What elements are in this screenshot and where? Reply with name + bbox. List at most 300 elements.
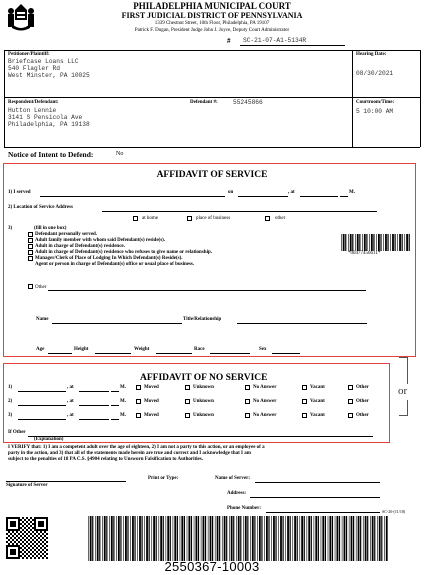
barcode-bar [406,234,408,251]
qr-module [34,549,36,551]
service-option-checkbox[interactable] [28,250,33,255]
barcode-bar [174,516,176,561]
courtroom-label: Courtroom/Time: [356,100,395,105]
qr-module [36,547,38,549]
qr-module [32,555,34,557]
barcode-bar [173,516,174,561]
service-option-checkbox[interactable] [28,238,33,243]
barcode-bar [353,516,354,561]
case-barcode [88,516,388,561]
qr-module [42,553,44,555]
item-3-label: 3) [8,226,13,231]
print-or-type-label: Print or Type: [148,476,179,481]
defendant-number-label: Defendant #: [190,100,218,105]
qr-module [16,531,18,533]
weight-label: Weight [134,347,150,352]
address-field[interactable] [250,497,380,498]
barcode-bar [92,516,93,561]
signature-field[interactable] [6,481,126,482]
verify-line-2: party in the action, and 3) that all of the statements made herein are true and correct and I acknowledge that I am [8,451,251,456]
barcode-bar [373,234,374,251]
barcode-bar [307,516,308,561]
qr-module [22,529,24,531]
barcode-bar [188,516,190,561]
qr-module [24,543,26,545]
barcode-bar [385,234,387,251]
qr-module [32,519,34,521]
qr-module [10,541,12,543]
race-label: Race [194,347,205,352]
barcode-bar [180,516,181,561]
barcode-bar [376,234,377,251]
place-of-business-checkbox[interactable] [187,216,192,221]
courtroom-time: 5 10:00 AM [356,108,394,115]
qr-module [28,539,30,541]
no-service-date-field[interactable] [18,391,66,392]
qr-module [38,537,40,539]
qr-module [8,539,10,541]
qr-module [40,535,42,537]
qr-module [40,555,42,557]
barcode-bar [367,516,368,561]
court-address: 1339 Chestnut Street, 10th Floor, Philadelphia, PA 19107 [154,21,270,26]
no-service-option-checkbox[interactable] [348,399,353,404]
plaintiff-line-1: Briefcase Loans LLC [8,58,79,65]
explanation-label: (Explanation) [34,437,64,442]
barcode-bar [233,516,234,561]
barcode-bar [106,516,107,561]
qr-module [44,555,46,557]
no-service-option-label: Vacant [310,385,325,390]
no-service-ampm-field[interactable] [111,391,119,392]
qr-module [8,535,10,537]
qr-module [30,525,32,527]
qr-module [12,531,14,533]
barcode-bar [315,516,317,561]
no-service-option-label: Unknown [193,399,214,404]
barcode-bar [374,516,375,561]
barcode-bar [95,516,96,561]
qr-module [40,543,42,545]
barcode-bar [236,516,237,561]
qr-module [20,543,22,545]
qr-module [46,533,48,535]
barcode-bar [153,516,155,561]
no-service-option-label: Other [356,399,369,404]
barcode-bar [369,234,370,251]
no-service-option-checkbox[interactable] [302,413,307,418]
barcode-bar [113,516,114,561]
barcode-bar [208,516,209,561]
no-service-option-label: Moved [144,385,159,390]
service-option-label: Agent or person in charge of Defendant(s) office or usual place of business. [35,262,195,267]
barcode-bar [370,516,371,561]
qr-module [6,541,8,543]
barcode-bar [343,234,345,251]
qr-module [20,531,22,533]
barcode-bar [231,516,233,561]
barcode-bar [322,516,324,561]
qr-module [20,555,22,557]
barcode-bar [229,516,230,561]
qr-module [28,551,30,553]
no-service-ampm-field[interactable] [111,419,119,420]
qr-module [36,543,38,545]
qr-module [44,547,46,549]
at-home-checkbox[interactable] [133,216,138,221]
affidavit-of-service-title: AFFIDAVIT OF SERVICE [156,170,268,180]
qr-module [22,537,24,539]
qr-module [34,541,36,543]
qr-module [22,521,24,523]
barcode-bar [127,516,128,561]
qr-module [38,541,40,543]
age-label: Age [36,347,45,352]
barcode-bar [137,516,138,561]
barcode-bar [397,234,398,251]
no-service-m-label: M. [120,385,126,390]
no-service-option-label: Moved [144,413,159,418]
barcode-bar [350,234,352,251]
service-other-checkbox[interactable] [28,284,33,289]
qr-module [28,531,30,533]
barcode-bar [184,516,185,561]
service-option-label: Adult in charge of Defendant(s) residence. [35,244,125,249]
barcode-bar [212,516,213,561]
qr-module [28,527,30,529]
qr-module [28,523,30,525]
affidavit-of-no-service-title: AFFIDAVIT OF NO SERVICE [140,373,268,383]
barcode-bar [144,516,145,561]
no-service-time-field[interactable] [79,405,109,406]
qr-module [40,547,42,549]
title-relationship-label: Title/Relationship [183,317,222,322]
barcode-bar [349,516,350,561]
no-service-option-checkbox[interactable] [302,385,307,390]
court-officials: Patrick F. Dugan, President Judge John J. Joyce, Deputy Court Administrator [134,28,290,33]
no-service-option-checkbox[interactable] [302,399,307,404]
no-service-option-checkbox[interactable] [348,413,353,418]
if-other-field[interactable] [28,436,373,437]
defendant-number: 55245866 [233,99,263,106]
name-of-server-label: Name of Server: [215,476,250,481]
barcode-bar [257,516,258,561]
qr-module [18,533,20,535]
barcode-bar [409,234,410,251]
barcode-bar [139,516,141,561]
barcode-bar [264,516,265,561]
verify-line-3: subject to the penalties of 18 PA C.S. §4904 relating to Unsworn Falsification to Authorities. [8,457,203,462]
no-service-time-field[interactable] [79,419,109,420]
qr-module [30,553,32,555]
no-service-option-checkbox[interactable] [136,413,141,418]
barcode-bar [297,516,298,561]
qr-module [34,533,36,535]
barcode-bar [250,516,251,561]
qr-module [46,537,48,539]
served-ampm-field[interactable] [340,196,348,197]
qr-module [10,533,12,535]
sex-label: Sex [259,347,267,352]
barcode-bar [224,516,226,561]
defendant-line-3: Philadelphia, PA 19138 [8,121,90,128]
height-label: Height [74,347,89,352]
age-field[interactable] [48,353,72,354]
qr-module [26,529,28,531]
qr-module [30,537,32,539]
qr-module [44,539,46,541]
qr-module [14,541,16,543]
qr-module [38,533,40,535]
qr-module [22,545,24,547]
verify-line-1: I VERIFY that: 1) I am a competent adult over the age of eighteen, 2) I am not a party to this action, or an employee of a [8,445,265,450]
qr-module [20,539,22,541]
service-option-checkbox[interactable] [28,232,33,237]
qr-module [36,551,38,553]
phone-number-field[interactable] [266,512,380,513]
qr-module [24,527,26,529]
qr-module [42,533,44,535]
no-service-option-checkbox[interactable] [245,385,250,390]
location-field[interactable] [102,211,377,212]
no-service-date-field[interactable] [18,419,66,420]
barcode-bar [273,516,275,561]
barcode-bar [402,234,403,251]
barcode-bar [245,516,247,561]
no-service-option-checkbox[interactable] [185,399,190,404]
qr-module [20,523,22,525]
defendant-label: Respondent/Defendant: [8,100,59,105]
qr-module [6,537,8,539]
barcode-bar [380,234,381,251]
barcode-bar [181,516,183,561]
service-option-checkbox[interactable] [28,256,33,261]
barcode-bar [383,234,384,251]
service-option-label: Defendant personally served. [35,232,98,237]
barcode-bar [399,234,401,251]
or-bracket [399,357,408,384]
qr-module [42,537,44,539]
no-service-option-label: Moved [144,399,159,404]
served-m-label: M. [349,190,355,195]
qr-module [12,543,14,545]
or-bracket [399,400,408,416]
place-of-business-label: place of business [196,216,231,221]
barcode-bar [363,516,364,561]
form-code: SC-20-(11/18) [382,509,406,514]
no-service-option-checkbox[interactable] [245,413,250,418]
no-service-option-checkbox[interactable] [348,385,353,390]
barcode-bar [325,516,326,561]
barcode-bar [344,516,346,561]
no-service-m-label: M. [120,413,126,418]
qr-module [24,523,26,525]
barcode-bar [238,516,240,561]
qr-module [30,529,32,531]
barcode-bar [194,516,195,561]
barcode-bar [222,516,223,561]
qr-module [22,549,24,551]
barcode-bar [314,516,315,561]
no-service-at-label: , at [67,399,74,404]
qr-module [32,543,34,545]
plaintiff-label: Petitioner/Plaintiff: [8,52,50,57]
qr-module [20,527,22,529]
qr-module [30,545,32,547]
barcode-bar [318,516,319,561]
barcode-bar [125,516,127,561]
barcode-bar [387,234,388,251]
barcode-bar [341,234,342,251]
barcode-bar [292,516,293,561]
qr-module [26,545,28,547]
name-of-server-field[interactable] [255,482,380,483]
no-service-time-field[interactable] [79,391,109,392]
at-home-label: at home [142,216,158,221]
barcode-bar [356,516,357,561]
barcode-bar [287,516,289,561]
barcode-bar [395,234,396,251]
barcode-bar [390,234,391,251]
name-field[interactable] [52,323,182,324]
qr-module [26,549,28,551]
qr-module [20,535,22,537]
qr-module [22,553,24,555]
barcode-bar [355,234,356,251]
barcode-bar [240,516,241,561]
barcode-bar [332,516,333,561]
qr-module [44,535,46,537]
qr-module [36,535,38,537]
no-service-option-checkbox[interactable] [185,385,190,390]
qr-module [46,549,48,551]
no-service-option-checkbox[interactable] [136,385,141,390]
barcode-bar [159,516,160,561]
height-field[interactable] [95,353,131,354]
qr-module [24,519,26,521]
district-name: FIRST JUDICIAL DISTRICT OF PENNSYLVANIA [121,11,303,20]
title-relationship-field[interactable] [237,323,367,324]
barcode-bar [187,516,188,561]
qr-module [16,539,18,541]
qr-module [16,543,18,545]
qr-module [32,535,34,537]
barcode-bar [247,516,248,561]
qr-module [26,553,28,555]
barcode-bar [300,516,301,561]
notice-label: Notice of Intent to Defend: [8,150,94,159]
barcode-bar [203,516,205,561]
barcode-bar [201,516,202,561]
barcode-bar [123,516,124,561]
hearing-date: 08/30/2021 [356,70,394,77]
qr-module [32,531,34,533]
no-service-option-label: Other [356,385,369,390]
barcode-bar [196,516,198,561]
served-time-field[interactable] [300,196,338,197]
sex-field[interactable] [272,353,300,354]
served-date-field[interactable] [238,196,288,197]
no-service-option-checkbox[interactable] [185,413,190,418]
no-service-ampm-field[interactable] [111,405,119,406]
qr-module [26,537,28,539]
barcode-bar [146,516,148,561]
qr-module [30,517,32,519]
barcode-bar [352,234,353,251]
qr-module [16,535,18,537]
no-service-option-checkbox[interactable] [245,399,250,404]
no-service-m-label: M. [120,399,126,404]
qr-module [22,533,24,535]
barcode-bar [304,516,305,561]
qr-module [24,555,26,557]
qr-module [8,531,10,533]
barcode-bar [149,516,150,561]
barcode-bar [90,516,92,561]
qr-module [34,553,36,555]
barcode-bar [358,516,360,561]
qr-module [30,541,32,543]
barcode-bar [268,516,269,561]
other-location-checkbox[interactable] [265,216,270,221]
race-field[interactable] [210,353,250,354]
qr-module [18,537,20,539]
barcode-bar [377,516,378,561]
qr-module [28,547,30,549]
barcode-bar [351,516,353,561]
barcode-bar [328,516,329,561]
barcode-bar [271,516,272,561]
qr-module [32,539,34,541]
served-name-field[interactable] [40,196,225,197]
qr-module [24,539,26,541]
barcode-bar [381,516,382,561]
qr-module [46,541,48,543]
barcode-bar [210,516,212,561]
weight-field[interactable] [156,353,192,354]
qr-module [8,543,10,545]
qr-module [36,555,38,557]
qr-module [40,531,42,533]
barcode-bar [104,516,106,561]
barcode-bar [167,516,169,561]
qr-module [32,551,34,553]
qr-module [28,555,30,557]
service-option-checkbox[interactable] [28,244,33,249]
barcode-bar [290,516,291,561]
plaintiff-line-2: 540 Flagler Rd [8,65,60,72]
barcode-bar [404,234,405,251]
qr-module [40,539,42,541]
no-service-date-field[interactable] [18,405,66,406]
barcode-bar [166,516,167,561]
barcode-bar [335,516,336,561]
barcode-bar [177,516,178,561]
barcode-bar [359,234,360,251]
qr-module [14,537,16,539]
barcode-bar [392,234,394,251]
barcode-bar [364,234,366,251]
qr-module [28,543,30,545]
no-service-option-checkbox[interactable] [136,399,141,404]
service-barcode [341,234,411,251]
qr-module [18,541,20,543]
barcode-bar [215,516,216,561]
service-other-field[interactable] [48,290,366,291]
qr-module [42,541,44,543]
no-service-row-num: 2) [8,399,13,404]
or-label: or [398,385,408,397]
